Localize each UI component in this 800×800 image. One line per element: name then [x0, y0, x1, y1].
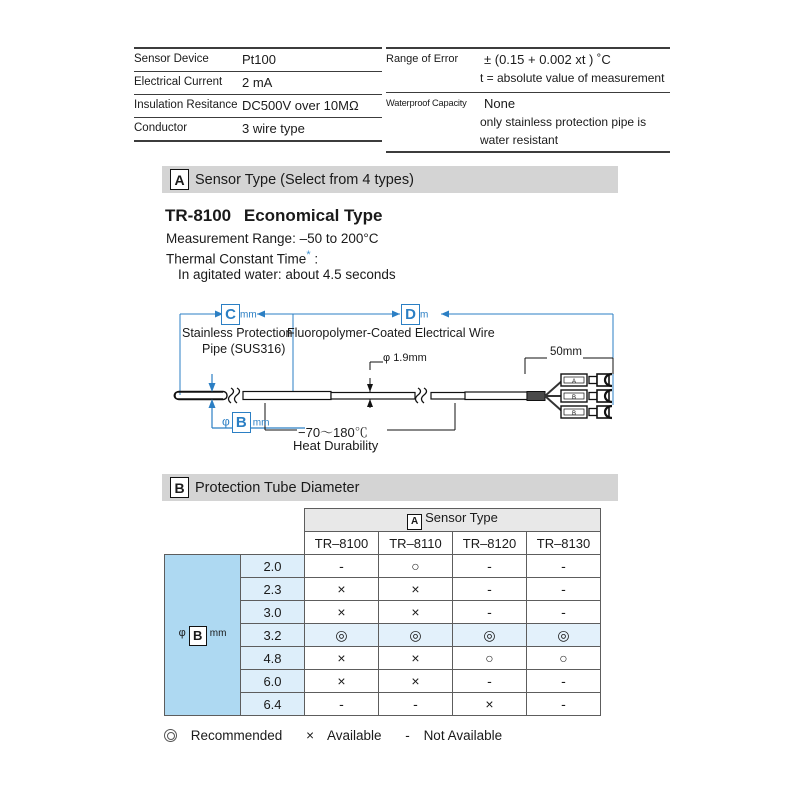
dimension-50mm-label: 50mm — [550, 346, 582, 358]
cell-symbol: - — [561, 580, 566, 597]
cell-symbol: - — [561, 672, 566, 689]
model-type: Economical Type — [243, 206, 383, 225]
cross-icon: × — [306, 728, 314, 743]
cell-symbol: - — [487, 603, 492, 620]
table-column-header-row — [165, 532, 601, 555]
cell-symbol: - — [413, 695, 418, 712]
diameter-value: 3.2 — [241, 624, 305, 647]
dimension-d-label — [401, 304, 428, 325]
cell-symbol: ◎ — [335, 626, 348, 643]
spacer-cell — [241, 532, 305, 555]
spacer-cell — [165, 532, 241, 555]
probe-diagram — [165, 300, 625, 460]
legend-label: Not Available — [423, 728, 503, 743]
wire-diameter-label: φ 1.9mm — [383, 352, 427, 364]
diameter-value: 2.3 — [241, 578, 305, 601]
diameter-value: 6.0 — [241, 670, 305, 693]
model-number: TR-8100 — [165, 206, 232, 225]
thermal-constant-line — [166, 249, 318, 267]
dash-icon: - — [405, 728, 410, 743]
double-circle-icon — [164, 729, 177, 742]
cell-symbol: ○ — [485, 649, 494, 666]
svg-text:B: B — [571, 411, 577, 417]
section-title: Sensor Type (Select from 4 types) — [195, 171, 414, 188]
spec-value: DC500V over 10MΩ — [242, 98, 359, 113]
table-legend — [164, 728, 522, 743]
spec-value: None — [484, 96, 516, 111]
dimension-d-badge: D — [401, 304, 420, 325]
column-header: TR–8110 — [379, 532, 453, 555]
cell-symbol: × — [411, 580, 420, 597]
cell-symbol: ◎ — [409, 626, 422, 643]
cell-symbol: × — [337, 672, 346, 689]
legend-item-available — [306, 728, 391, 743]
legend-label: Recommended — [190, 728, 283, 743]
spacer-cell — [165, 509, 241, 532]
dimension-b-prefix: φ — [222, 414, 230, 429]
spec-subnote-row — [386, 71, 670, 89]
thermal-constant-colon: : — [310, 251, 319, 267]
heat-durability-label: Heat Durability — [293, 438, 379, 453]
cell-symbol: - — [487, 557, 492, 574]
pipe-label-line1: Stainless Protection — [182, 326, 293, 340]
svg-text:B: B — [571, 395, 577, 401]
table-group-header-row — [165, 509, 601, 532]
spec-left-column — [134, 47, 382, 153]
spec-row — [134, 94, 382, 117]
section-badge-a: A — [170, 169, 189, 190]
diameter-compatibility-table — [164, 508, 601, 716]
section-badge-b: B — [170, 477, 189, 498]
spec-key: Insulation Resitance — [134, 99, 238, 111]
specification-table — [134, 47, 670, 153]
footnote-star: * — [306, 249, 311, 261]
section-header-sensor-type — [162, 166, 618, 193]
legend-item-not-available — [405, 728, 512, 743]
spec-row — [134, 71, 382, 94]
spec-value: ± (0.15 + 0.002 xt ) ˚C — [484, 52, 611, 67]
group-header-label: Sensor Type — [425, 510, 498, 525]
thermal-constant-label: Thermal Constant Time — [166, 251, 307, 267]
cell-symbol: - — [561, 557, 566, 574]
spec-row — [134, 47, 382, 71]
row-header-diameter-label — [165, 555, 241, 716]
cell-symbol: ○ — [559, 649, 568, 666]
thermal-constant-value: In agitated water: about 4.5 seconds — [178, 267, 396, 282]
cell-symbol: - — [339, 557, 344, 574]
legend-item-recommended — [164, 728, 292, 743]
spec-row — [386, 47, 670, 71]
column-header: TR–8100 — [305, 532, 379, 555]
diameter-value: 4.8 — [241, 647, 305, 670]
dimension-c-unit: mm — [240, 309, 257, 321]
spec-subnote: t = absolute value of measurement — [480, 71, 665, 85]
cell-symbol: × — [485, 695, 494, 712]
spec-row — [134, 117, 382, 142]
cell-symbol: × — [411, 649, 420, 666]
heat-durability-range: −70～180℃ — [298, 425, 368, 440]
diameter-value: 3.0 — [241, 601, 305, 624]
row-header-unit: mm — [209, 628, 227, 640]
cell-symbol: × — [337, 649, 346, 666]
dimension-b-unit: mm — [252, 417, 270, 429]
section-title: Protection Tube Diameter — [195, 479, 360, 496]
diameter-value: 6.4 — [241, 693, 305, 716]
cell-symbol: - — [487, 672, 492, 689]
spec-key: Range of Error — [386, 53, 459, 65]
protection-tube-table — [164, 508, 601, 716]
spec-subnote-row — [386, 133, 670, 153]
svg-text:A: A — [571, 379, 577, 385]
spec-subnote: water resistant — [480, 133, 559, 147]
cell-symbol: - — [561, 695, 566, 712]
spec-value: 3 wire type — [242, 121, 305, 136]
cell-symbol: × — [337, 603, 346, 620]
spec-right-column — [382, 47, 670, 153]
row-header-badge: B — [189, 626, 207, 646]
spec-key: Electrical Current — [134, 76, 223, 88]
cell-symbol: × — [411, 603, 420, 620]
group-header-badge: A — [407, 514, 422, 530]
section-header-protection-tube — [162, 474, 618, 501]
row-header-prefix: φ — [178, 627, 186, 640]
legend-label: Available — [326, 728, 382, 743]
cell-symbol: - — [487, 580, 492, 597]
spec-key: Conductor — [134, 122, 188, 134]
model-heading — [165, 206, 382, 226]
diameter-value: 2.0 — [241, 555, 305, 578]
spec-value: Pt100 — [242, 52, 276, 67]
spec-key: Waterproof Capacity — [386, 98, 467, 108]
dimension-b-label — [222, 412, 269, 433]
column-header: TR–8120 — [453, 532, 527, 555]
cell-symbol: × — [337, 580, 346, 597]
dimension-c-label — [221, 304, 257, 325]
spec-key: Sensor Device — [134, 53, 209, 65]
dimension-b-badge: B — [232, 412, 251, 433]
dimension-c-badge: C — [221, 304, 240, 325]
cell-symbol: × — [411, 672, 420, 689]
pipe-label-line2: Pipe (SUS316) — [202, 342, 286, 356]
cell-symbol: ◎ — [483, 626, 496, 643]
spec-subnote: only stainless protection pipe is — [480, 115, 647, 129]
dimension-d-unit: m — [420, 309, 429, 321]
cell-symbol: ○ — [411, 557, 420, 574]
spec-row — [386, 92, 670, 115]
cell-symbol: ◎ — [557, 626, 570, 643]
spec-value: 2 mA — [242, 75, 273, 90]
table-row — [165, 555, 601, 578]
cell-symbol: - — [339, 695, 344, 712]
spacer-cell — [241, 509, 305, 532]
wire-label: Fluoropolymer-Coated Electrical Wire — [287, 326, 495, 340]
group-header-sensor-type — [305, 509, 601, 532]
spec-subnote-row — [386, 115, 670, 133]
cell-symbol: - — [561, 603, 566, 620]
measurement-range-text: Measurement Range: –50 to 200°C — [166, 231, 379, 246]
column-header: TR–8130 — [527, 532, 601, 555]
